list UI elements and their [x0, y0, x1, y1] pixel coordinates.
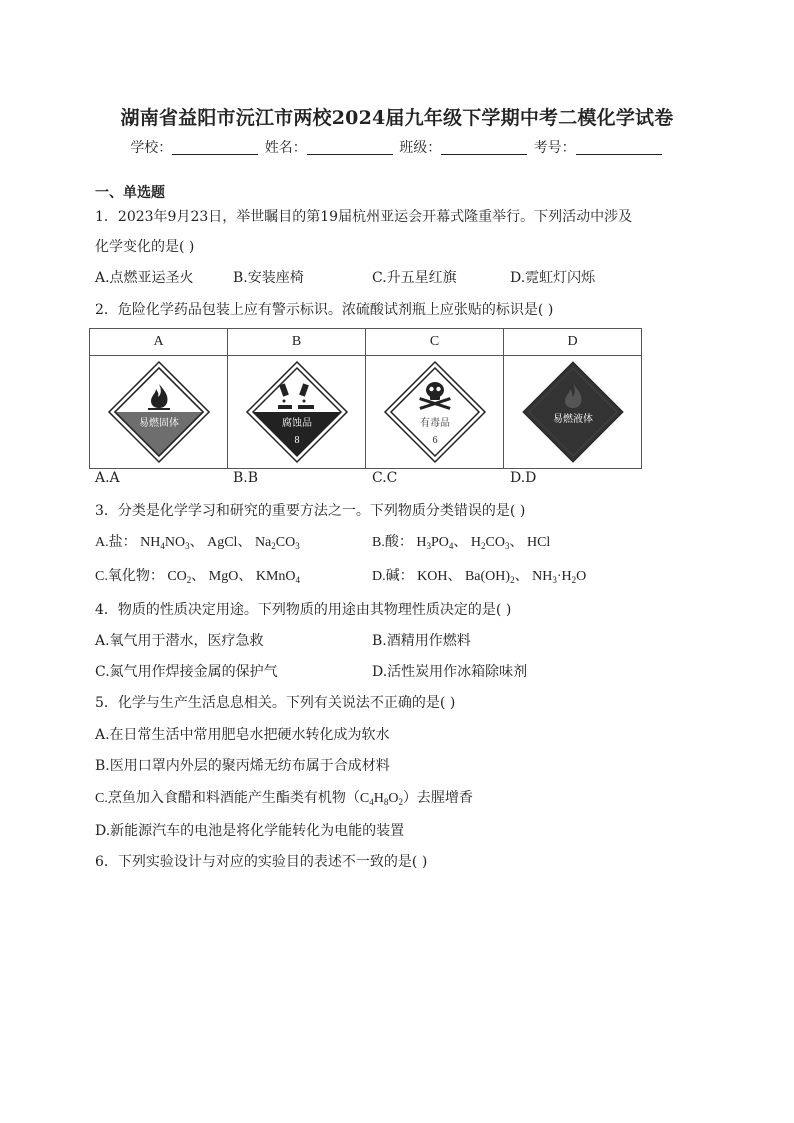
sign-label-a: 易燃固体: [138, 418, 179, 429]
flammable-liquid-sign: [521, 360, 625, 464]
sign-number-b: 8: [294, 435, 299, 446]
name-blank[interactable]: [307, 140, 393, 155]
q1-stem-line2: 化学变化的是( ): [95, 239, 195, 255]
q2-option-b[interactable]: B.B: [233, 470, 259, 486]
name-label: 姓名：: [264, 140, 307, 156]
q5-option-a[interactable]: A.在日常生活中常用肥皂水把硬水转化成为软水: [95, 727, 390, 743]
hazard-col-d: D: [504, 329, 642, 356]
class-label: 班级：: [399, 140, 442, 156]
hazard-col-b: B: [228, 329, 366, 356]
hazard-col-c: C: [366, 329, 504, 356]
sign-cell-d: [504, 356, 642, 469]
school-blank[interactable]: [172, 140, 258, 155]
q5-stem: 5．化学与生产生活息息相关。下列有关说法不正确的是( ): [95, 695, 456, 711]
sign-cell-b: [228, 356, 366, 469]
student-info-line: [0, 137, 794, 157]
sign-cell-c: [366, 356, 504, 469]
q4-stem: 4．物质的性质决定用途。下列物质的用途由其物理性质决定的是( ): [95, 602, 512, 618]
q1-option-c[interactable]: C.升五星红旗: [372, 270, 457, 286]
hazard-sign-table: [89, 328, 642, 469]
q2-stem: 2．危险化学药品包装上应有警示标识。浓硫酸试剂瓶上应张贴的标识是( ): [95, 302, 554, 318]
q3-option-a[interactable]: A.盐： $NH_4NO_3$、 AgCl、 $Na_2CO_3$: [95, 535, 300, 551]
sign-number-c: 6: [432, 435, 437, 446]
school-label: 学校：: [130, 140, 173, 156]
sign-label-b: 腐蚀品: [281, 418, 312, 429]
q1-option-a[interactable]: A.点燃亚运圣火: [95, 270, 194, 286]
section-title: 一、单选题: [95, 185, 165, 201]
class-blank[interactable]: [441, 140, 527, 155]
q1-option-b[interactable]: B.安装座椅: [233, 270, 304, 286]
exam-number-label: 考号：: [533, 140, 576, 156]
q5-option-d[interactable]: D.新能源汽车的电池是将化学能转化为电能的装置: [95, 823, 405, 839]
q5-option-c[interactable]: C.烹鱼加入食醋和料酒能产生酯类有机物$(C_4H_8O_2)$去腥增香: [95, 791, 473, 807]
flammable-solid-sign: [107, 360, 211, 464]
q3-option-d[interactable]: D.碱： KOH、 $Ba(OH)_2$、 $NH_3\cdot H_2O$: [372, 569, 587, 585]
q3-stem: 3．分类是化学学习和研究的重要方法之一。下列物质分类错误的是( ): [95, 503, 526, 519]
sign-label-c: 有毒品: [419, 418, 450, 429]
corrosive-sign: [245, 360, 349, 464]
q3-option-c[interactable]: C.氧化物： $CO_2$、 MgO、 KMnO$_4$: [95, 569, 301, 585]
q2-option-d[interactable]: D.D: [510, 470, 537, 486]
q4-option-a[interactable]: A.氧气用于潜水，医疗急救: [95, 633, 264, 649]
q4-option-b[interactable]: B.酒精用作燃料: [372, 633, 471, 649]
exam-title: 湖南省益阳市沅江市两校2024届九年级下学期中考二模化学试卷: [120, 107, 674, 129]
toxic-sign: [383, 360, 487, 464]
exam-number-blank[interactable]: [576, 140, 662, 155]
q3-option-b[interactable]: B.酸： $H_3PO_4$、 $H_2CO_3$、 HCl: [372, 535, 551, 551]
q2-option-a[interactable]: A.A: [95, 470, 120, 486]
q6-stem: 6．下列实验设计与对应的实验目的表述不一致的是( ): [95, 854, 428, 870]
q5-option-b[interactable]: B.医用口罩内外层的聚丙烯无纺布属于合成材料: [95, 758, 390, 774]
q4-option-d[interactable]: D.活性炭用作冰箱除味剂: [372, 664, 528, 680]
hazard-col-a: A: [90, 329, 228, 356]
sign-label-d: 易燃液体: [552, 414, 593, 425]
q2-option-c[interactable]: C.C: [372, 470, 398, 486]
q1-stem-line1: 1．2023年9月23日，举世瞩目的第19届杭州亚运会开幕式隆重举行。下列活动中涉及: [95, 209, 633, 225]
q1-option-d[interactable]: D.霓虹灯闪烁: [510, 270, 596, 286]
q4-option-c[interactable]: C.氮气用作焊接金属的保护气: [95, 664, 278, 680]
sign-cell-a: [90, 356, 228, 469]
